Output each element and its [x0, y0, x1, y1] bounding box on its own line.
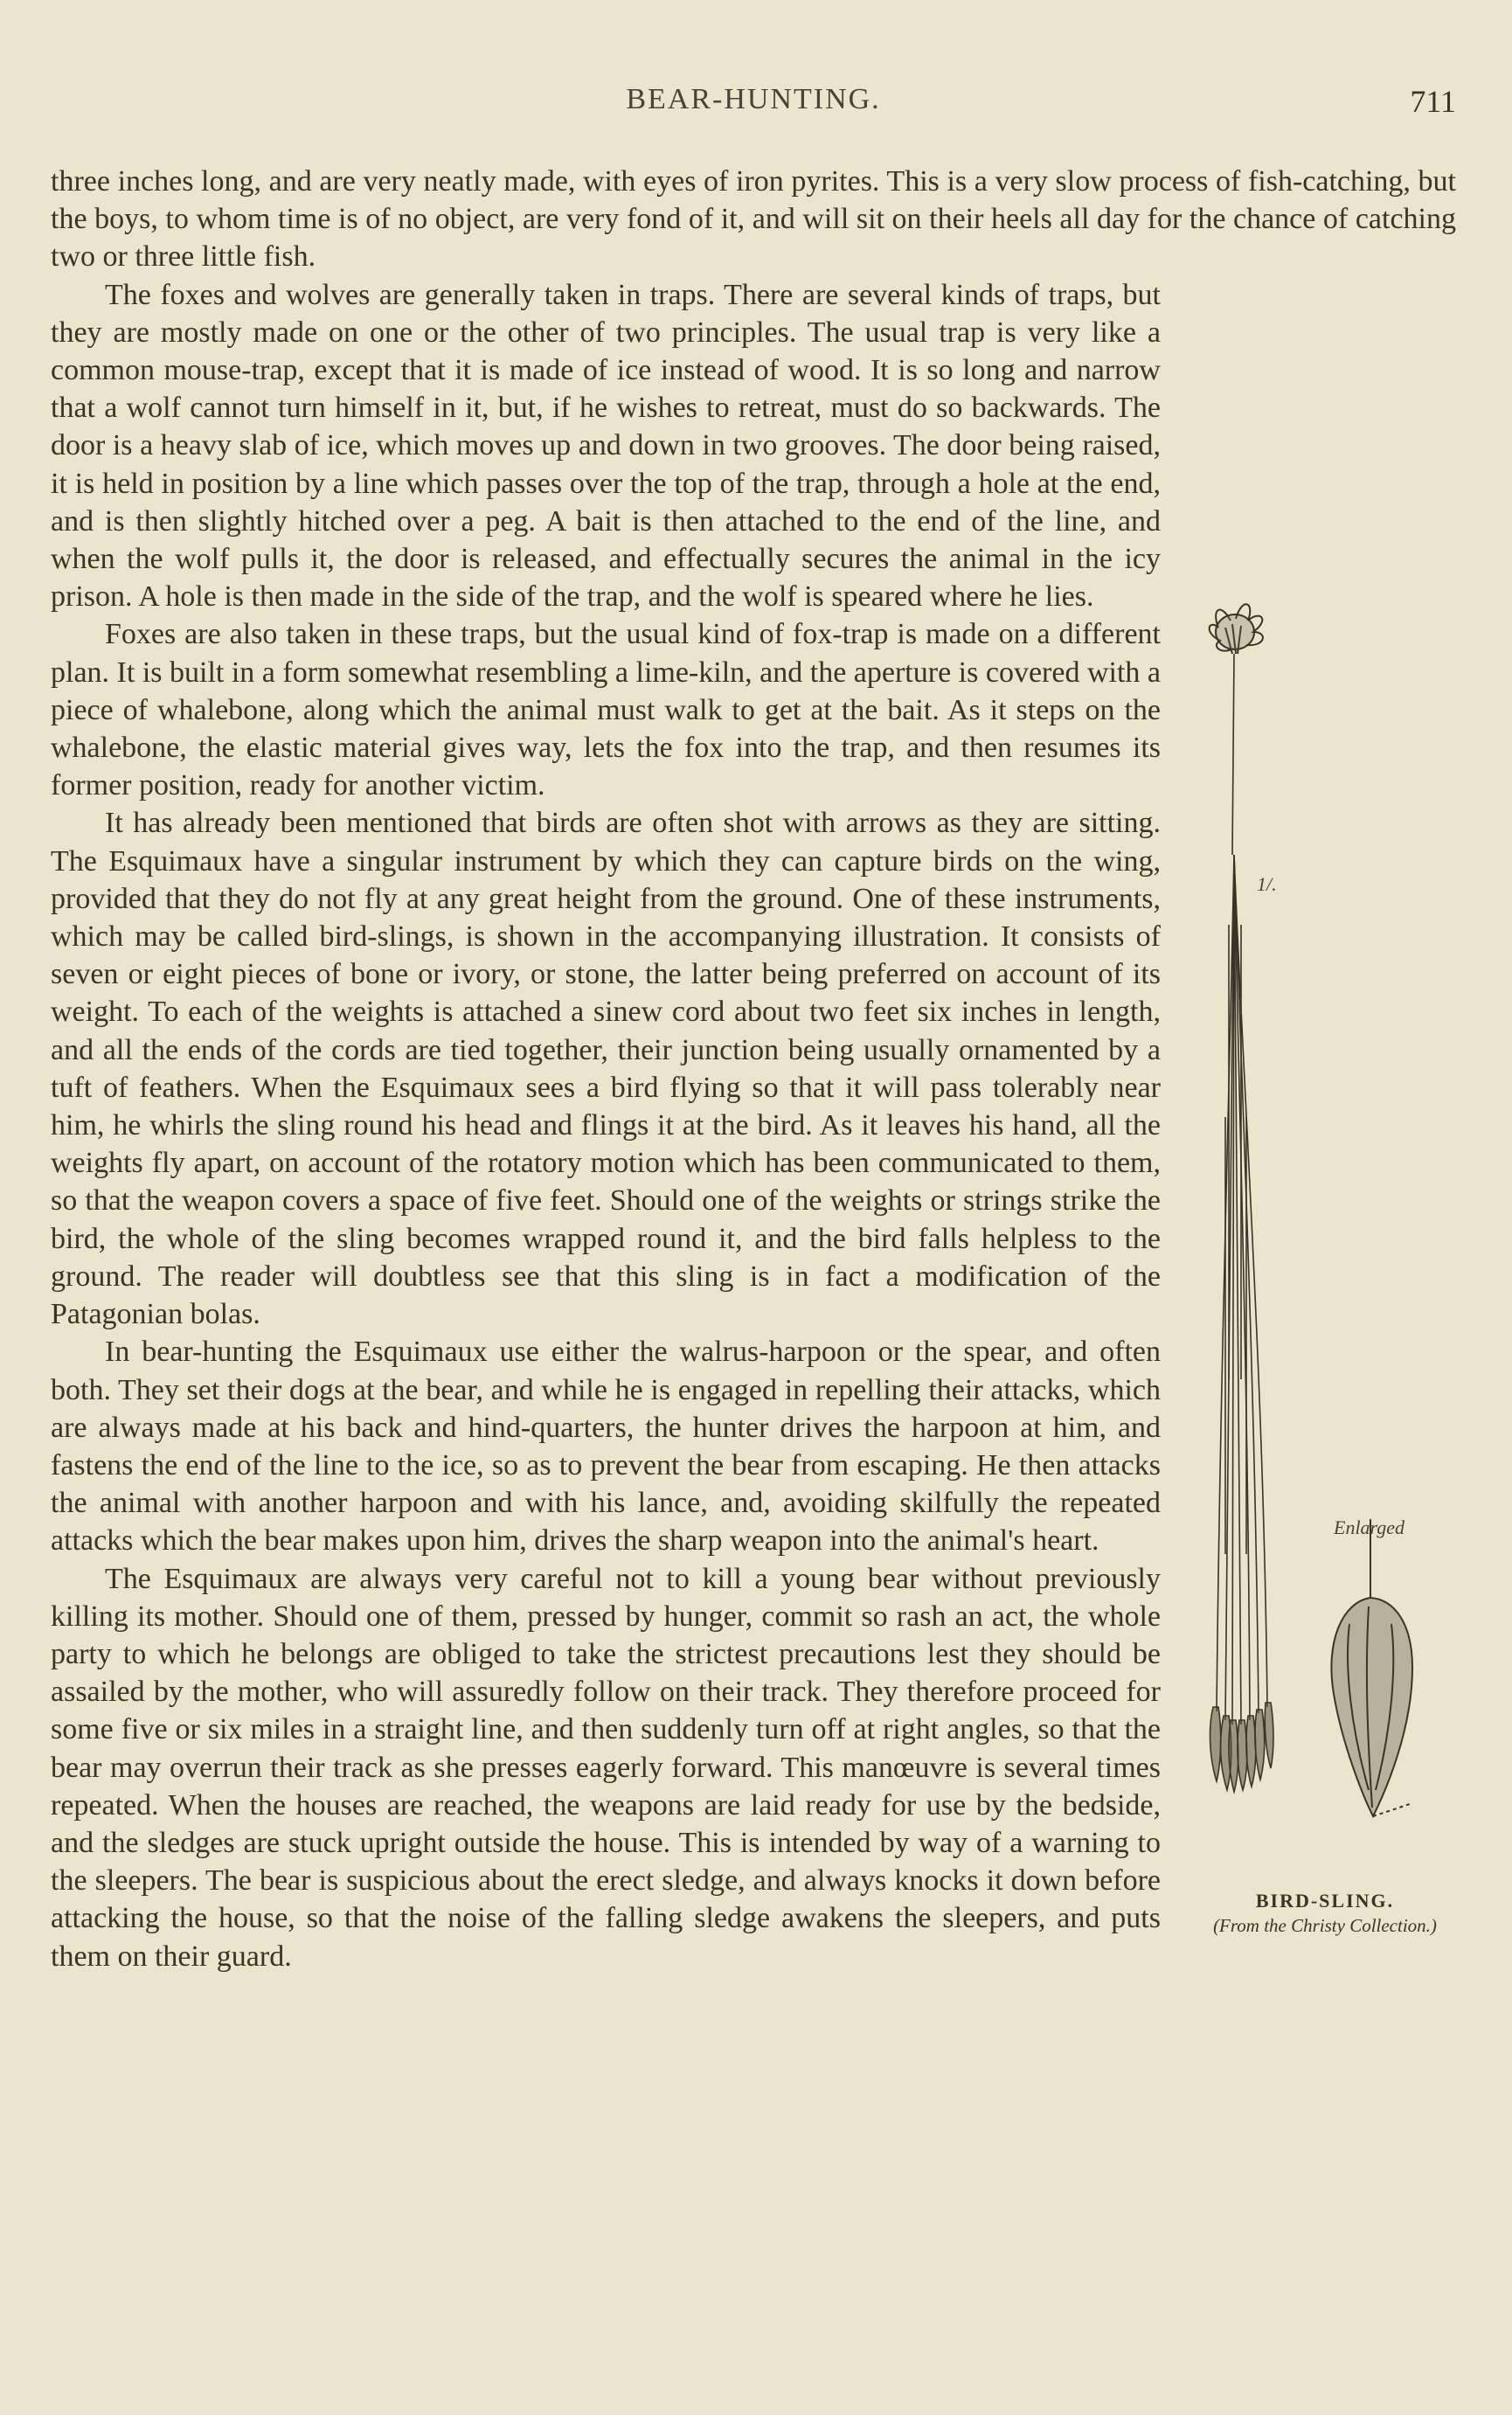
sling-weights	[1210, 1703, 1273, 1792]
feather-tuft-icon	[1210, 604, 1263, 654]
paragraph-5: In bear-hunting the Esquimaux use either the walrus-harpoon or the spear, and often both. They set their dogs at the bear, and while he is engaged in repelling their attacks, which are always made at his back and hind-quarters, the hunter drives the harpoon at him, and fastens the end of the line to the ice, so as to prevent the bear from escaping. He then attacks the animal with another harpoon and with his lance, and, avoiding skilfully the repeated attacks which the bear makes upon him, drives the sharp weapon into the animal's heart.	[51, 1336, 1161, 1558]
figure-mark-top: 1/.	[1257, 872, 1277, 895]
sling-cords	[1217, 654, 1267, 1725]
paragraph-4: It has already been mentioned that birds are often shot with arrows as they are sitting. The Esquimaux have a singular instrument by which they can capture birds on the wing, provided that they do not fly at any great height from the ground. One of these instruments, which may be called bird-slings, is shown in the accompanying illustration. It consists of seven or eight pieces of bone or ivory, or stone, the latter being preferred on account of its weight. To each of the weights is attached a sinew cord about two feet six inches in length, and all the ends of the cords are tied together, their junction being usually ornamented by a tuft of feathers. When the Esquimaux sees a bird flying so that it will pass tolerably near him, he whirls the sling round his head and flings it at the bird. As it leaves his hand, all the weights fly apart, on account of the rotatory motion which has been communicated to them, so that the weapon covers a space of five feet. Should one of the weights or strings strike the bird, the whole of the sling becomes wrapped round it, and the bird falls helpless to the ground. The reader will doubtless see that this sling is in fact a modification of the Patagonian bolas.	[51, 807, 1161, 1331]
page-header	[51, 83, 1456, 127]
figure-caption	[1194, 1888, 1456, 1937]
caption-title: BIRD-SLING.	[1255, 1889, 1395, 1912]
page-number: 711	[1410, 84, 1456, 119]
paragraph-2: The foxes and wolves are generally taken in traps. There are several kinds of traps, but they are mostly made on one or the other of two principles. The usual trap is very like a common mouse-trap, except that it is made of ice instead of wood. It is so long and narrow that a wolf cannot turn himself in it, but, if he wishes to retreat, must do so backwards. The door is a heavy slab of ice, which moves up and down in two grooves. The door being raised, it is held in position by a line which passes over the top of the trap, through a hole at the end, and is then slightly hitched over a peg. A bait is then attached to the end of the line, and when the wolf pulls it, the door is released, and effectually secures the animal in the icy prison. A hole is then made in the side of the trap, and the wolf is speared where he lies.	[51, 278, 1161, 614]
figure-mark-enlarged: Enlarged	[1334, 1516, 1405, 1538]
caption-source: (From the Christy Collection.)	[1213, 1914, 1437, 1936]
body-text	[51, 163, 1456, 1975]
running-title: BEAR-HUNTING.	[626, 83, 881, 115]
enlarged-weight-illustration	[1331, 1519, 1412, 1816]
bird-sling-illustration	[1194, 593, 1456, 1877]
paragraph-3: Foxes are also taken in these traps, but the usual kind of fox-trap is made on a different plan. It is built in a form somewhat resembling a lime-kiln, and the aperture is covered with a piece of whalebone, along which the animal must walk to get at the bait. As it steps on the whalebone, the elastic material gives way, lets the fox into the trap, and then resumes its former position, ready for another victim.	[51, 618, 1161, 802]
bird-sling-figure	[1194, 593, 1456, 1939]
paragraph-1: three inches long, and are very neatly made, with eyes of iron pyrites. This is a very slow process of fish-catching, but the boys, to whom time is of no object, are very fond of it, and will sit on their heels all day for the chance of catching two or three little fish.	[51, 165, 1456, 274]
paragraph-6: The Esquimaux are always very careful not to kill a young bear without previously killing its mother. Should one of them, pressed by hunger, commit so rash an act, the whole party to which he belongs are obliged to take the strictest precautions lest they should be assailed by the mother, who will assuredly follow on their track. They therefore proceed for some five or six miles in a straight line, and then suddenly turn off at right angles, so that the bear may overrun their track as she presses eagerly forward. This manœuvre is several times repeated. When the houses are reached, the weapons are laid ready for use by the bedside, and the sledges are stuck upright outside the house. This is intended by way of a warning to the sleepers. The bear is suspicious about the erect sledge, and always knocks it down before attacking the house, so that the noise of the falling sledge awakens the sleepers, and puts them on their guard.	[51, 1562, 1161, 1973]
